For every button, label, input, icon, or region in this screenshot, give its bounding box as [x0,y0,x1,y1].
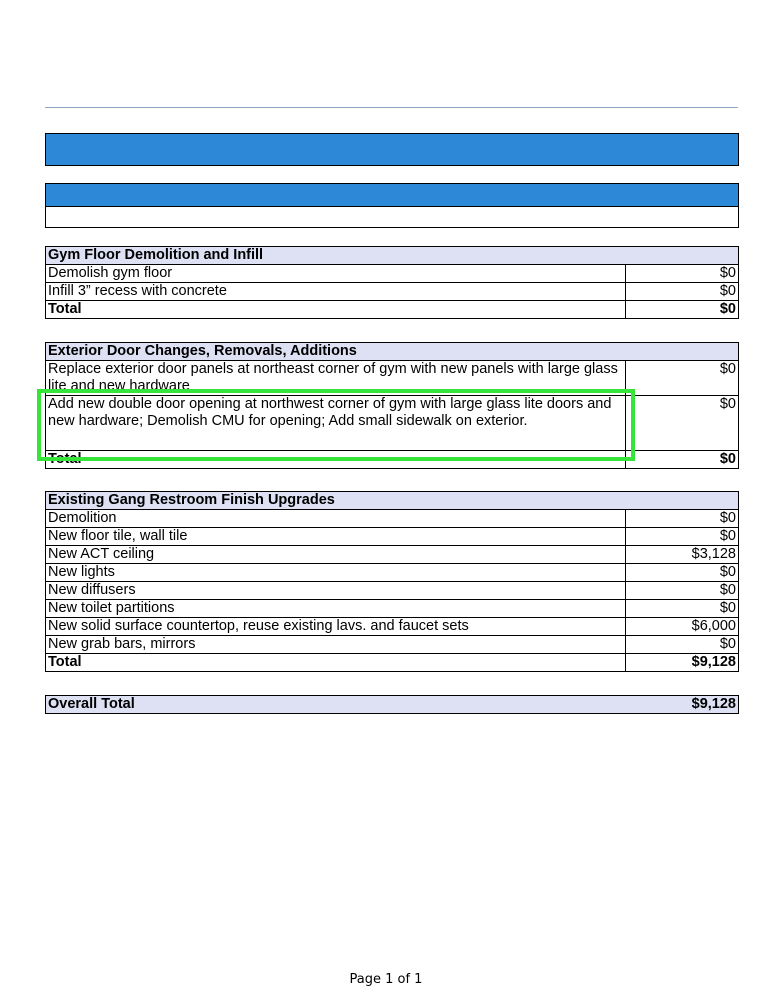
page-footer: Page 1 of 1 [349,972,423,987]
overall-total-row [46,696,739,714]
item-desc: Infill 3” recess with concrete [46,283,626,301]
section-title: Existing Gang Restroom Finish Upgrades [46,492,739,510]
item-amount: $0 [625,582,738,600]
item-amount: $0 [625,510,738,528]
total-label: Total [46,301,626,319]
item-desc: Demolition [46,510,626,528]
table-row [46,510,739,528]
item-desc: New ACT ceiling [46,546,626,564]
item-amount: $0 [625,396,738,451]
total-label: Total [46,451,626,469]
section-restroom-upgrades [45,491,739,672]
title-banner [45,133,739,166]
table-row [46,528,739,546]
total-amount: $0 [626,301,739,319]
item-amount: $0 [625,600,738,618]
item-amount: $0 [625,361,738,396]
item-amount: $0 [625,528,738,546]
item-amount: $3,128 [625,546,738,564]
item-desc: New toilet partitions [46,600,626,618]
table-row [46,283,739,301]
table-row [46,636,739,654]
total-row [46,654,739,672]
item-desc: New grab bars, mirrors [46,636,626,654]
total-amount: $0 [625,451,738,469]
section-title: Exterior Door Changes, Removals, Additions [46,343,739,361]
overall-total-amount: $9,128 [626,696,739,714]
item-desc: Demolish gym floor [46,265,626,283]
item-amount: $0 [625,564,738,582]
total-row [46,301,739,319]
subtitle-blank-row [45,206,739,228]
item-desc: Replace exterior door panels at northeast corner of gym with new panels with large glass lite and new hardware [46,361,626,396]
total-amount: $9,128 [625,654,738,672]
header-rule [45,107,738,108]
table-row [46,361,739,396]
table-row [46,546,739,564]
table-row [46,265,739,283]
section-title: Gym Floor Demolition and Infill [46,247,739,265]
total-label: Total [46,654,626,672]
table-row [46,582,739,600]
table-row [46,564,739,582]
table-row [46,396,739,451]
subtitle-banner [45,183,739,207]
overall-total-table [45,695,739,714]
item-desc: Add new double door opening at northwest corner of gym with large glass lite doors and new hardware; Demolish CMU for opening; Add small sidewalk on exterior. [46,396,626,451]
section-gym-floor [45,246,739,319]
item-desc: New floor tile, wall tile [46,528,626,546]
item-desc: New solid surface countertop, reuse existing lavs. and faucet sets [46,618,626,636]
item-desc: New lights [46,564,626,582]
table-row [46,618,739,636]
item-desc: New diffusers [46,582,626,600]
item-amount: $0 [626,265,739,283]
overall-total-label: Overall Total [46,696,626,714]
item-amount: $0 [625,636,738,654]
section-exterior-doors [45,342,739,469]
total-row [46,451,739,469]
item-amount: $0 [626,283,739,301]
table-row [46,600,739,618]
item-amount: $6,000 [625,618,738,636]
